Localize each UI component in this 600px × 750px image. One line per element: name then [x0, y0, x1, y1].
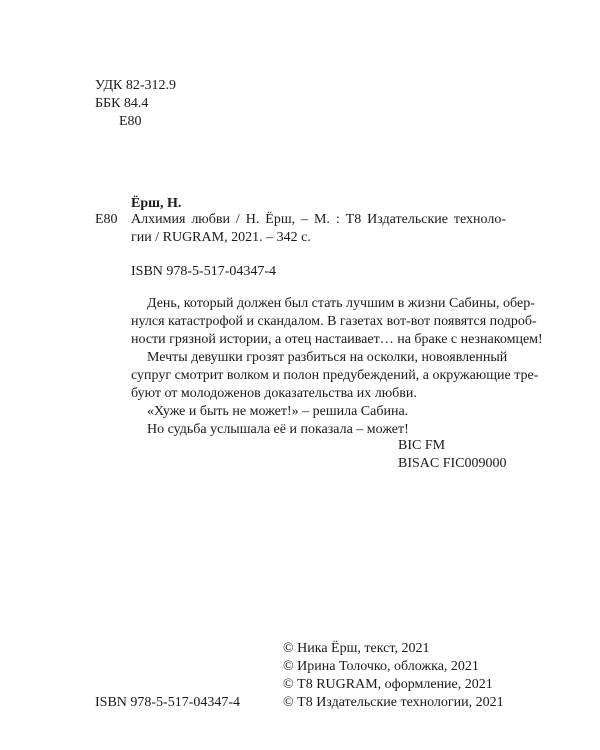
annotation-line: ности грязной истории, а отец настаивает… на браке с незнакомцем!	[131, 332, 543, 347]
copyright-line: © Т8 RUGRAM, оформление, 2021	[283, 677, 493, 692]
annotation-line: Мечты девушки грозят разбиться на осколки, новоявленный	[147, 350, 508, 365]
isbn-main: ISBN 978-5-517-04347-4	[131, 264, 277, 279]
annotation-line: Но судьба услышала её и показала – может!	[147, 422, 409, 437]
margin-author-mark: Е80	[95, 212, 118, 227]
annotation-line: нулся катастрофой и скандалом. В газетах вот-вот появятся подроб-	[131, 314, 537, 329]
bbk-code: ББК 84.4	[95, 96, 149, 111]
annotation	[131, 295, 543, 439]
annotation-line: День, который должен был стать лучшим в жизни Сабины, обер-	[147, 296, 535, 311]
author-mark: Е80	[119, 114, 142, 129]
annotation-line: супруг смотрит волком и полон предубеждений, а окружающие тре-	[131, 368, 539, 383]
bibliographic-description	[131, 211, 506, 247]
isbn-bottom: ISBN 978-5-517-04347-4	[95, 695, 241, 710]
udk-code: УДК 82-312.9	[95, 78, 177, 93]
bibliographic-line-1: Алхимия любви / Н. Ёрш, – М. : Т8 Издательские техноло-	[131, 212, 506, 227]
bisac-code: BISAC FIC009000	[398, 456, 507, 471]
copyright-block	[283, 640, 504, 712]
copyright-line: © Ника Ёрш, текст, 2021	[283, 641, 430, 656]
annotation-line: буют от молодоженов доказательства их любви.	[131, 386, 417, 401]
bibliographic-line-2: гии / RUGRAM, 2021. – 342 с.	[131, 230, 311, 245]
author-heading: Ёрш, Н.	[131, 196, 182, 211]
bic-code: BIC FM	[398, 438, 446, 453]
copyright-line: © Т8 Издательские технологии, 2021	[283, 695, 504, 710]
copyright-line: © Ирина Толочко, обложка, 2021	[283, 659, 479, 674]
annotation-line: «Хуже и быть не может!» – решила Сабина.	[147, 404, 409, 419]
